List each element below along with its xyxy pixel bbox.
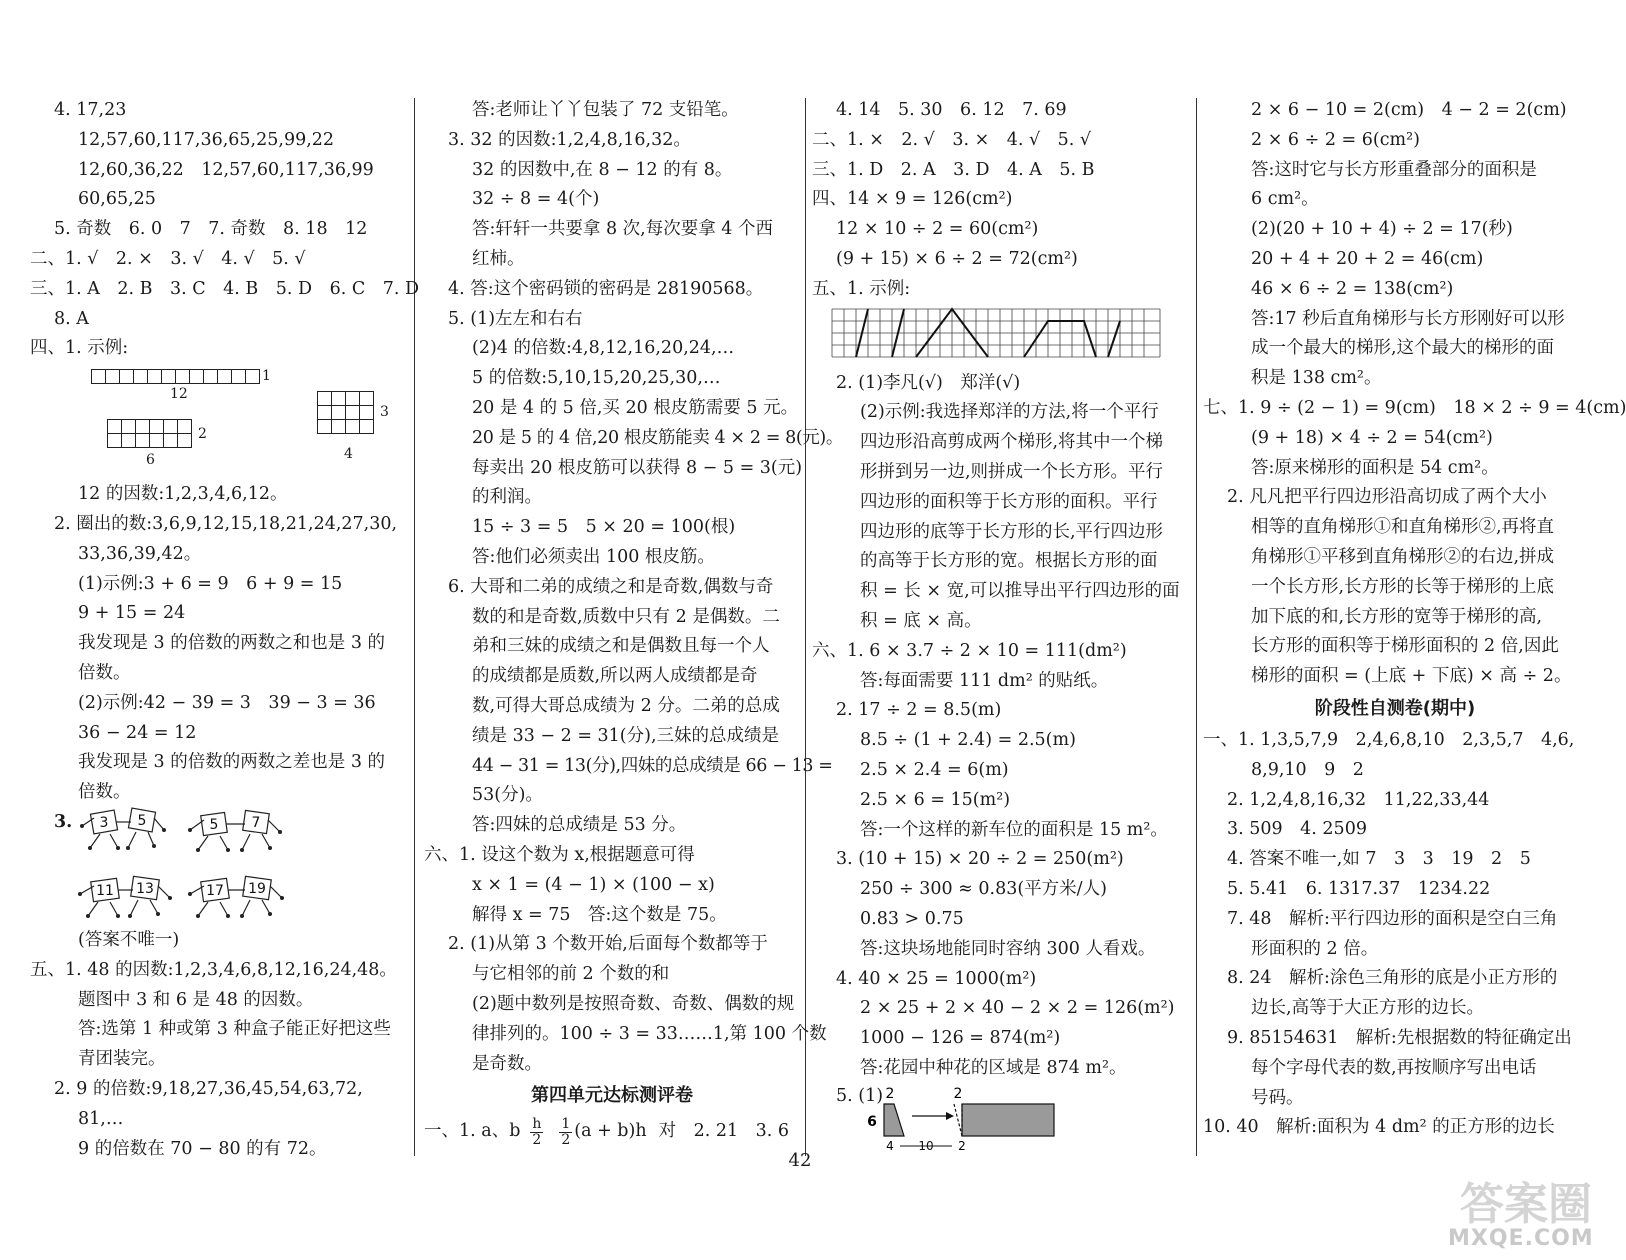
answer-line: 4. 17,23 [54, 100, 127, 120]
section-title: 阶段性自测卷(期中) [1314, 697, 1476, 719]
answer-text: 5. (1) [836, 1085, 884, 1106]
answer-line: 6. 大哥和二弟的成绩之和是奇数,偶数与奇 [448, 576, 774, 597]
answer-line: 答:17 秒后直角梯形与长方形刚好可以形 [1251, 308, 1565, 329]
page-number: 42 [788, 1150, 812, 1171]
grid-label: 2 [198, 426, 207, 443]
trapezoid-figure [812, 1084, 1190, 1154]
answer-line: 2. 圈出的数:3,6,9,12,15,18,21,24,27,30, [54, 513, 398, 534]
answer-line: 角梯形①平移到直角梯形②的右边,拼成 [1251, 546, 1555, 567]
answer-line: (2)示例:我选择郑洋的方法,将一个平行 [860, 402, 1159, 423]
answer-line: 六、1. 设这个数为 x,根据题意可得 [424, 844, 695, 865]
answer-line: 2. 1,2,4,8,16,32 11,22,33,44 [1227, 789, 1490, 810]
answer-line: (2)(20 + 10 + 4) ÷ 2 = 17(秒) [1251, 219, 1513, 240]
answer-line: 青团装完。 [78, 1049, 166, 1070]
answer-line: 四边形沿高剪成两个梯形,将其中一个梯 [860, 432, 1164, 453]
answer-line: 弟和三妹的成绩之和是偶数且每一个人 [472, 636, 770, 657]
grid-4x3 [318, 392, 374, 434]
answer-line: 是奇数。 [472, 1053, 542, 1074]
answer-column-1 [30, 96, 420, 1160]
answer-line: 2. (1)从第 3 个数开始,后面每个数都等于 [448, 934, 768, 955]
answer-line: 三、1. D 2. A 3. D 4. A 5. B [812, 159, 1095, 180]
answer-line: 2 × 25 + 2 × 40 − 2 × 2 = 126(m²) [860, 998, 1175, 1019]
answer-line: 4. 40 × 25 = 1000(m²) [836, 968, 1037, 989]
answer-line: 32 ÷ 8 = 4(个) [472, 189, 600, 210]
answer-line: 2. 凡凡把平行四边形沿高切成了两个大小 [1227, 487, 1547, 508]
answer-text: 一、1. a、b [424, 1121, 521, 1142]
answer-line: 12,60,36,22 12,57,60,117,36,99 [78, 159, 374, 180]
dim-label: 6 [867, 1113, 877, 1130]
answer-line: 倍数。 [78, 662, 131, 683]
fraction [530, 1117, 543, 1148]
answer-column-2 [424, 96, 843, 1160]
answer-column-3 [812, 96, 1190, 1160]
answer-line: 0.83 > 0.75 [860, 908, 964, 929]
answer-line: 四边形的底等于长方形的长,平行四边形 [860, 521, 1164, 542]
answer-line: 9 的倍数在 70 − 80 的有 72。 [78, 1138, 327, 1159]
answer-line: (2)4 的倍数:4,8,12,16,20,24,… [472, 338, 735, 359]
answer-line: 答:他们必须卖出 100 根皮筋。 [472, 546, 715, 567]
answer-line: 四、1. 示例: [30, 338, 129, 359]
answer-line: 8. A [54, 308, 89, 329]
answer-line: 五、1. 示例: [812, 278, 911, 299]
answer-line: 2. 9 的倍数:9,18,27,36,45,54,63,72, [54, 1078, 363, 1099]
answer-line: 2 × 6 ÷ 2 = 6(cm²) [1251, 129, 1420, 150]
answer-line: 题图中 3 和 6 是 48 的因数。 [78, 989, 314, 1010]
answer-line: 一个长方形,长方形的长等于梯形的上底 [1251, 576, 1555, 597]
answer-line: 二、1. √ 2. × 3. √ 4. √ 5. √ [30, 248, 306, 269]
answer-column-4 [1203, 96, 1626, 1160]
answer-line: 形拼到另一边,则拼成一个长方形。平行 [860, 461, 1164, 482]
answer-line: 答:这时它与长方形重叠部分的面积是 [1251, 159, 1537, 180]
grid-label: 1 [262, 368, 271, 385]
answer-line: 积 = 底 × 高。 [860, 610, 982, 631]
fraction-denominator: 2 [532, 1131, 542, 1148]
answer-line: 数,可得大哥总成绩为 2 分。二弟的总成 [472, 695, 780, 716]
grid-label: 4 [344, 446, 353, 463]
answer-line: 答:原来梯形的面积是 54 cm²。 [1251, 457, 1499, 478]
answer-line: 我发现是 3 的倍数的两数之和也是 3 的 [78, 633, 386, 654]
answer-line: (9 + 15) × 6 ÷ 2 = 72(cm²) [836, 248, 1078, 269]
answer-line: 每个字母代表的数,再按顺序写出电话 [1251, 1057, 1537, 1078]
answer-line: 5. (1)左左和右右 [448, 308, 583, 329]
answer-line: 长方形的面积等于梯形面积的 2 倍,因此 [1251, 636, 1559, 657]
answer-line: 20 是 4 的 5 倍,买 20 根皮筋需要 5 元。 [472, 397, 799, 418]
column-divider-2 [805, 98, 806, 1156]
answer-line: 梯形的面积 = (上底 + 下底) × 高 ÷ 2。 [1251, 666, 1572, 687]
fraction [559, 1117, 572, 1148]
answer-line: 答:花园中种花的区域是 874 m²。 [860, 1057, 1127, 1078]
prime-label: 13 [136, 880, 154, 897]
answer-line: 一、1. 1,3,5,7,9 2,4,6,8,10 2,3,5,7 4,6, [1203, 729, 1575, 750]
answer-line: 答:这块场地能同时容纳 300 人看戏。 [860, 938, 1156, 959]
answer-line: 46 × 6 ÷ 2 = 138(cm²) [1251, 278, 1454, 299]
answer-line: 律排列的。100 ÷ 3 = 33……1,第 100 个数 [472, 1023, 827, 1044]
answer-line: 答:每面需要 111 dm² 的贴纸。 [860, 670, 1109, 691]
answer-line: 形面积的 2 倍。 [1251, 938, 1379, 959]
answer-line: (9 + 18) × 4 ÷ 2 = 54(cm²) [1251, 427, 1493, 448]
answer-line: 12 的因数:1,2,3,4,6,12。 [78, 484, 288, 505]
answer-line: 1000 − 126 = 874(m²) [860, 1028, 1061, 1049]
fraction-denominator: 2 [561, 1131, 571, 1148]
answer-line: 红柿。 [472, 248, 525, 269]
answer-line: 三、1. A 2. B 3. C 4. B 5. D 6. C 7. D [30, 278, 420, 299]
answer-line: 5 的倍数:5,10,15,20,25,30,… [472, 368, 721, 389]
answer-line: 44 − 31 = 13(分),四妹的总成绩是 66 − 13 = [472, 755, 833, 776]
answer-line: 积是 138 cm²。 [1251, 368, 1382, 389]
answer-line: 每卖出 20 根皮筋可以获得 8 − 5 = 3(元) [472, 457, 803, 478]
dim-label: 2 [885, 1085, 895, 1102]
grid-12x1 [92, 370, 260, 384]
answer-line-fractions [424, 1113, 800, 1151]
answer-line: (1)示例:3 + 6 = 9 6 + 9 = 15 [78, 573, 343, 594]
answer-line: 15 ÷ 3 = 5 5 × 20 = 100(根) [472, 517, 736, 538]
answer-line: 解得 x = 75 答:这个数是 75。 [472, 904, 727, 925]
answer-line: 答:一个这样的新车位的面积是 15 m²。 [860, 819, 1168, 840]
answer-line: 与它相邻的前 2 个数的和 [472, 964, 670, 985]
answer-line: 53(分)。 [472, 785, 543, 806]
answer-line: 2.5 × 2.4 = 6(m) [860, 759, 1009, 780]
prime-label: 3 [99, 814, 109, 831]
answer-line: 六、1. 6 × 3.7 ÷ 2 × 10 = 111(dm²) [812, 640, 1127, 661]
answer-line: 10. 40 解析:面积为 4 dm² 的正方形的边长 [1203, 1117, 1555, 1138]
prime-label: 17 [206, 882, 224, 899]
grid-shapes-figure [812, 305, 1190, 369]
answer-line: 8.5 ÷ (1 + 2.4) = 2.5(m) [860, 730, 1076, 751]
answer-line: (2)题中数列是按照奇数、奇数、偶数的规 [472, 993, 795, 1014]
answer-line: 20 + 4 + 20 + 2 = 46(cm) [1251, 248, 1484, 269]
answer-line: 2.5 × 6 = 15(m²) [860, 789, 1011, 810]
dim-label: 4 [886, 1138, 894, 1153]
answer-text: (a + b)h [574, 1121, 647, 1142]
trapezoid-diagram [862, 1084, 1122, 1154]
answer-line: 积 = 长 × 宽,可以推导出平行四边形的面 [860, 581, 1180, 602]
twin-prime-pairs [30, 808, 410, 926]
answer-line: 6 cm²。 [1251, 189, 1319, 210]
answer-line: 的成绩都是质数,所以两人成绩都是奇 [472, 666, 758, 687]
dim-label: 10 [918, 1138, 934, 1153]
answer-line: 我发现是 3 的倍数的两数之差也是 3 的 [78, 752, 386, 773]
answer-line: 3. 32 的因数:1,2,4,8,16,32。 [448, 129, 691, 150]
dim-label: 2 [958, 1138, 966, 1153]
prime-label: 19 [248, 880, 266, 897]
twin-prime-figure [30, 808, 410, 926]
answer-text: 对 2. 21 3. 6 [658, 1121, 790, 1142]
answer-line: 4. 答案不唯一,如 7 3 3 19 2 5 [1227, 849, 1531, 870]
answer-line: 2 × 6 − 10 = 2(cm) 4 − 2 = 2(cm) [1251, 100, 1567, 120]
grid-label: 6 [146, 452, 155, 469]
prime-label: 7 [251, 814, 261, 831]
question-number: 3. [54, 811, 73, 832]
grid-label: 12 [170, 386, 188, 403]
fraction-numerator: 1 [561, 1115, 571, 1132]
answer-line: 12 × 10 ÷ 2 = 60(cm²) [836, 219, 1039, 240]
answer-line: 的利润。 [472, 487, 542, 508]
answer-line: 七、1. 9 ÷ (2 − 1) = 9(cm) 18 × 2 ÷ 9 = 4(cm) [1203, 397, 1626, 418]
answer-line: 20 是 5 的 4 倍,20 根皮筋能卖 4 × 2 = 8(元)。 [472, 427, 843, 448]
answer-line: x × 1 = (4 − 1) × (100 − x) [472, 874, 715, 895]
answer-line: 81,… [78, 1108, 124, 1129]
answer-line: 五、1. 48 的因数:1,2,3,4,6,8,12,16,24,48。 [30, 959, 397, 980]
answer-line: 36 − 24 = 12 [78, 722, 197, 743]
answer-line: 5. 奇数 6. 0 7 7. 奇数 8. 18 12 [54, 219, 368, 240]
watermark-site: MXQE.COM [1448, 1226, 1594, 1251]
rectangle-arrangement-figure [30, 364, 410, 480]
answer-line: 数的和是奇数,质数中只有 2 是偶数。二 [472, 606, 780, 627]
answer-line: 4. 答:这个密码锁的密码是 28190568。 [448, 278, 764, 299]
answer-line: 2. 17 ÷ 2 = 8.5(m) [836, 700, 1002, 721]
prime-label: 5 [209, 816, 219, 833]
answer-line: 3. 509 4. 2509 [1227, 819, 1367, 840]
section-title: 第四单元达标测评卷 [531, 1085, 693, 1107]
prime-label: 5 [137, 812, 147, 829]
column-divider-1 [414, 98, 415, 1156]
answer-line: 绩是 33 − 2 = 31(分),三妹的总成绩是 [472, 725, 780, 746]
answer-line: 2. (1)李凡(√) 郑洋(√) [836, 372, 1021, 393]
grid-with-parallelogram-and-trapezoids [812, 305, 1192, 369]
answer-line: 号码。 [1251, 1087, 1304, 1108]
answer-line: 250 ÷ 300 ≈ 0.83(平方米/人) [860, 879, 1107, 900]
column-divider-3 [1196, 98, 1197, 1156]
answer-line: 答:老师让丫丫包装了 72 支铅笔。 [472, 100, 739, 120]
answer-line: 7. 48 解析:平行四边形的面积是空白三角 [1227, 908, 1558, 929]
answer-line: 边长,高等于大正方形的边长。 [1251, 998, 1485, 1019]
answer-line: 33,36,39,42。 [78, 543, 202, 564]
answer-line: 相等的直角梯形①和直角梯形②,再将直 [1251, 517, 1555, 538]
answer-line: 答:选第 1 种或第 3 种盒子能正好把这些 [78, 1019, 391, 1040]
answer-line: 答:轩轩一共要拿 8 次,每次要拿 4 个西 [472, 219, 773, 240]
answer-line: 32 的因数中,在 8 − 12 的有 8。 [472, 159, 733, 180]
answer-line: 答:四妹的总成绩是 53 分。 [472, 815, 687, 836]
answer-line: 加下底的和,长方形的宽等于梯形的高, [1251, 606, 1543, 627]
watermark-logo: 答案圈 [1460, 1179, 1592, 1230]
dim-label: 2 [953, 1085, 963, 1102]
grid-6x2 [108, 420, 192, 448]
answer-line: 9 + 15 = 24 [78, 603, 186, 624]
prime-label: 11 [96, 882, 114, 899]
answer-line: 8. 24 解析:涂色三角形的底是小正方形的 [1227, 968, 1558, 989]
answer-line: (答案不唯一) [78, 929, 180, 950]
answer-line: (2)示例:42 − 39 = 3 39 − 3 = 36 [78, 692, 376, 713]
answer-line: 12,57,60,117,36,65,25,99,22 [78, 129, 335, 150]
answer-line: 9. 85154631 解析:先根据数的特征确定出 [1227, 1027, 1572, 1048]
answer-line: 四、14 × 9 = 126(cm²) [812, 189, 1013, 210]
grid-label: 3 [380, 404, 389, 421]
answer-line: 5. 5.41 6. 1317.37 1234.22 [1227, 878, 1491, 899]
answer-line: 倍数。 [78, 782, 131, 803]
answer-line: 四边形的面积等于长方形的面积。平行 [860, 491, 1158, 512]
answer-line: 8,9,10 9 2 [1251, 759, 1364, 780]
answer-line: 3. (10 + 15) × 20 ÷ 2 = 250(m²) [836, 849, 1124, 870]
answer-line: 的高等于长方形的宽。根据长方形的面 [860, 551, 1158, 572]
answer-line: 4. 14 5. 30 6. 12 7. 69 [836, 100, 1067, 120]
fraction-numerator: h [532, 1115, 542, 1132]
answer-line: 60,65,25 [78, 189, 156, 210]
answer-line: 二、1. × 2. √ 3. × 4. √ 5. √ [812, 129, 1092, 150]
answer-line: 成一个最大的梯形,这个最大的梯形的面 [1251, 338, 1555, 359]
